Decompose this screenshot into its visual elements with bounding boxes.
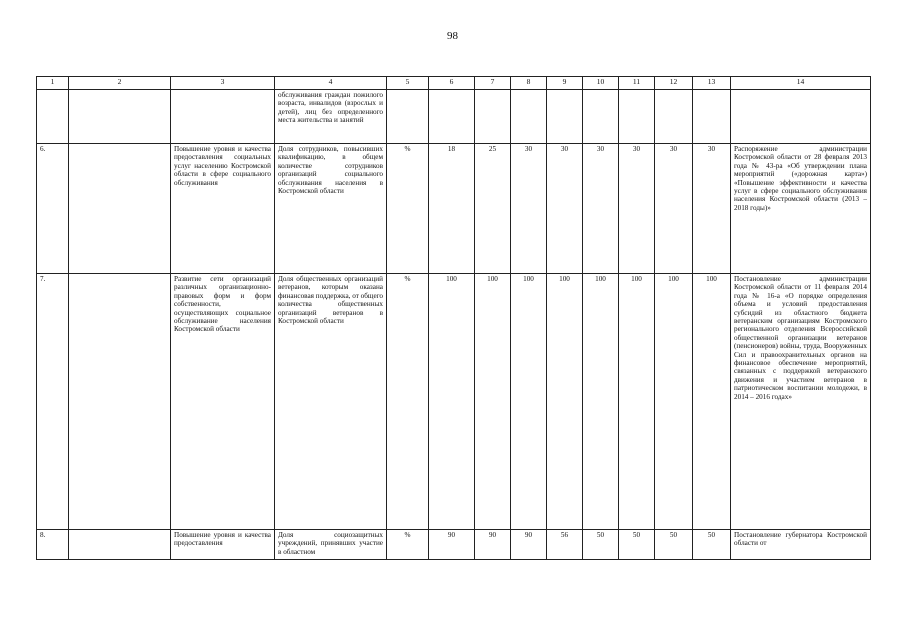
unit-cell xyxy=(387,90,429,144)
goal-cell: Развитие сети организаций различных организационно-правовых форм и форм собственности, осуществляющих социальное обслуживание населения Костромской области xyxy=(171,274,275,530)
indicator-cell: Доля социозащитных учреждений, принявших участие в областном xyxy=(275,530,387,560)
value-cell: 100 xyxy=(547,274,583,530)
row-number: 6. xyxy=(37,144,69,274)
goal-cell: Повышение уровня и качества предоставления xyxy=(171,530,275,560)
value-cell: 100 xyxy=(655,274,693,530)
value-cell: 90 xyxy=(511,530,547,560)
legal-act-cell: Постановление губернатора Костромской области от xyxy=(731,530,871,560)
value-cell: 25 xyxy=(475,144,511,274)
legal-act-cell: Распоряжение администрации Костромской области от 28 февраля 2013 года № 43-ра «Об утверждении плана мероприятий («дорожная карта») «Повышение эффективности и качества услуг в сфере социального обслуживания населения Костромской области (2013 – 2018 годы)» xyxy=(731,144,871,274)
value-cell: 90 xyxy=(475,530,511,560)
value-cell: 30 xyxy=(547,144,583,274)
value-cell: 50 xyxy=(655,530,693,560)
value-cell: 30 xyxy=(583,144,619,274)
cell-col2 xyxy=(69,530,171,560)
value-cell: 100 xyxy=(693,274,731,530)
value-cell xyxy=(475,90,511,144)
header-cell: 2 xyxy=(69,77,171,90)
row-number xyxy=(37,90,69,144)
value-cell: 50 xyxy=(693,530,731,560)
header-cell: 1 xyxy=(37,77,69,90)
value-cell: 100 xyxy=(583,274,619,530)
value-cell xyxy=(655,90,693,144)
header-cell: 13 xyxy=(693,77,731,90)
goal-cell: Повышение уровня и качества предоставления социальных услуг населению Костромской области в сфере социального обслуживания xyxy=(171,144,275,274)
table-row xyxy=(37,530,871,560)
header-cell: 9 xyxy=(547,77,583,90)
header-cell: 5 xyxy=(387,77,429,90)
table-row xyxy=(37,274,871,530)
page-number: 98 xyxy=(447,30,458,42)
unit-cell: % xyxy=(387,144,429,274)
header-cell: 4 xyxy=(275,77,387,90)
cell-col2 xyxy=(69,274,171,530)
table-row xyxy=(37,144,871,274)
table-row xyxy=(37,90,871,144)
indicator-cell: Доля сотрудников, повысивших квалификацию, в общем количестве сотрудников организаций социального обслуживания населения в Костромской области xyxy=(275,144,387,274)
indicators-table xyxy=(36,76,871,560)
value-cell xyxy=(693,90,731,144)
value-cell: 30 xyxy=(619,144,655,274)
goal-cell xyxy=(171,90,275,144)
value-cell xyxy=(547,90,583,144)
value-cell: 100 xyxy=(429,274,475,530)
value-cell: 18 xyxy=(429,144,475,274)
unit-cell: % xyxy=(387,274,429,530)
value-cell xyxy=(583,90,619,144)
cell-col2 xyxy=(69,90,171,144)
header-cell: 8 xyxy=(511,77,547,90)
value-cell: 30 xyxy=(693,144,731,274)
header-cell: 11 xyxy=(619,77,655,90)
value-cell: 100 xyxy=(511,274,547,530)
value-cell: 100 xyxy=(475,274,511,530)
legal-act-cell xyxy=(731,90,871,144)
header-cell: 7 xyxy=(475,77,511,90)
value-cell: 30 xyxy=(511,144,547,274)
header-cell: 14 xyxy=(731,77,871,90)
row-number: 8. xyxy=(37,530,69,560)
indicator-cell: обслуживания граждан пожилого возраста, инвалидов (взрослых и детей), лиц без определенного места жительства и занятий xyxy=(275,90,387,144)
header-cell: 6 xyxy=(429,77,475,90)
value-cell: 100 xyxy=(619,274,655,530)
cell-col2 xyxy=(69,144,171,274)
header-row xyxy=(37,77,871,90)
legal-act-cell: Постановление администрации Костромской области от 11 февраля 2014 года № 16-а «О порядке определения объема и условий предоставления субсидий из областного бюджета ветеранским организациям Костромского регионального отделения Всероссийской общественной организации ветеранов (пенсионеров) войны, труда, Вооруженных Сил и правоохранительных органов на финансовое обеспечение мероприятий, связанных с поддержкой ветеранского движения и участием ветеранов в патриотическом воспитании молодежи, в 2014 – 2016 годах» xyxy=(731,274,871,530)
row-number: 7. xyxy=(37,274,69,530)
value-cell xyxy=(511,90,547,144)
value-cell xyxy=(429,90,475,144)
header-cell: 12 xyxy=(655,77,693,90)
header-cell: 3 xyxy=(171,77,275,90)
unit-cell: % xyxy=(387,530,429,560)
value-cell: 50 xyxy=(619,530,655,560)
value-cell: 56 xyxy=(547,530,583,560)
value-cell: 50 xyxy=(583,530,619,560)
value-cell: 30 xyxy=(655,144,693,274)
value-cell: 90 xyxy=(429,530,475,560)
value-cell xyxy=(619,90,655,144)
header-cell: 10 xyxy=(583,77,619,90)
indicator-cell: Доля общественных организаций ветеранов, которым оказана финансовая поддержка, от общего количества общественных организаций ветеранов в Костромской области xyxy=(275,274,387,530)
